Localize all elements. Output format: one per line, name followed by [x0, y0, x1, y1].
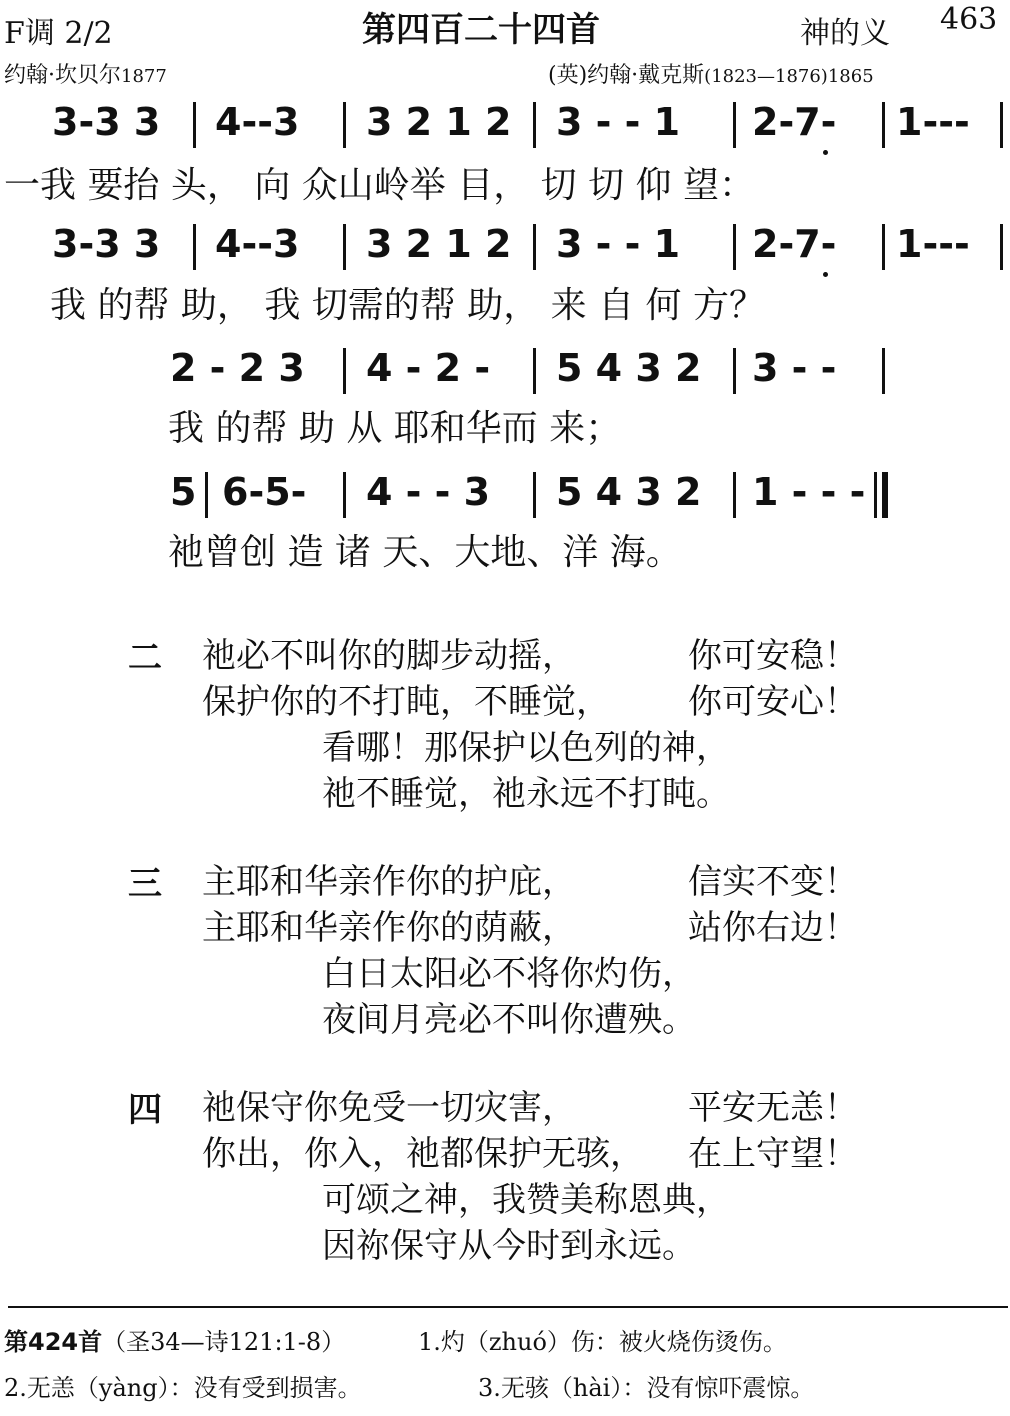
measure: 3 2 1 2 [366, 222, 512, 266]
verse-line: 可颂之神，我赞美称恩典， [322, 1180, 730, 1220]
barline [343, 224, 346, 270]
measure: 1--- [896, 222, 970, 266]
verse-line: 祂不睡觉，祂永远不打盹。 [322, 774, 730, 814]
verse-line: 祂保守你免受一切灾害， [202, 1088, 576, 1128]
barline [733, 348, 736, 394]
barline [343, 472, 346, 518]
lyrics-line-3: 我 的帮 助 从 耶和华而 来； [168, 408, 622, 449]
barline [205, 472, 208, 518]
footnote-2: 2.无恙（yàng）：没有受到损害。 [4, 1374, 362, 1402]
verse-line: 白日太阳必不将你灼伤， [322, 954, 696, 994]
measure: 3 - - 1 [556, 100, 681, 144]
verse-line: 夜间月亮必不叫你遭殃。 [322, 1000, 696, 1040]
footnote-row-1 [4, 1322, 345, 1357]
category-label: 神的义 [800, 16, 890, 51]
measure: 4 - 2 - [366, 346, 491, 390]
barline [733, 224, 736, 270]
measure: 4--3 [215, 100, 300, 144]
barline [1000, 224, 1003, 270]
barline [533, 348, 536, 394]
barline [1000, 102, 1003, 148]
barline [343, 102, 346, 148]
barline [882, 348, 885, 394]
barline [533, 224, 536, 270]
verse-refrain: 在上守望！ [688, 1134, 858, 1174]
author-name: (英)约翰·戴克斯 [548, 63, 705, 88]
verse-refrain: 信实不变！ [688, 862, 858, 902]
measure: 3 2 1 2 [366, 100, 512, 144]
verse-line: 保护你的不打盹，不睡觉， [202, 682, 610, 722]
barline [533, 102, 536, 148]
barline [882, 224, 885, 270]
measure: 4 - - 3 [366, 470, 491, 514]
verse-refrain: 你可安心！ [688, 682, 858, 722]
hymn-title: 第四百二十四首 [362, 10, 600, 50]
hymn-reference: 第424首 [4, 1328, 103, 1356]
measure: 2 - 2 3 [170, 346, 305, 390]
footnote-divider [8, 1306, 1008, 1308]
scripture-reference: （圣34—诗121:1-8） [102, 1328, 346, 1356]
measure: 1--- [896, 100, 970, 144]
barline [193, 224, 196, 270]
barline [733, 102, 736, 148]
translator-credit [4, 58, 167, 89]
verse-line: 主耶和华亲作你的荫蔽， [202, 908, 576, 948]
verse-line: 祂必不叫你的脚步动摇， [202, 636, 576, 676]
verse-line: 因祢保守从今时到永远。 [322, 1226, 696, 1266]
barline [882, 102, 885, 148]
measure: 3-3 3 [52, 222, 161, 266]
measure: 5 [170, 470, 197, 514]
measure: 4--3 [215, 222, 300, 266]
verse-line: 看哪！那保护以色列的神， [322, 728, 730, 768]
verse-number: 二 [128, 638, 162, 678]
verse-refrain: 你可安稳！ [688, 636, 858, 676]
verse-line: 主耶和华亲作你的护庇， [202, 862, 576, 902]
measure: 5 4 3 2 [556, 346, 702, 390]
translator-name: 约翰·坎贝尔 [4, 63, 121, 88]
low-octave-dot [823, 150, 828, 155]
verse-number: 三 [128, 864, 162, 904]
measure: 2-7- [752, 222, 837, 266]
barline [733, 472, 736, 518]
verse-refrain: 平安无恙！ [688, 1088, 858, 1128]
measure: 1 - - - [752, 470, 866, 514]
measure: 3 - - [752, 346, 837, 390]
author-dates: (1823—1876)1865 [704, 66, 874, 87]
measure: 3-3 3 [52, 100, 161, 144]
key-meter: F调 2/2 [4, 16, 113, 51]
verse-refrain: 站你右边！ [688, 908, 858, 948]
page-number: 463 [940, 2, 998, 37]
measure: 6-5- [222, 470, 307, 514]
verse-line: 你出，你入，祂都保护无骇， [202, 1134, 644, 1174]
measure: 5 4 3 2 [556, 470, 702, 514]
lyrics-line-4: 祂曾创 造 诸 天、大地、洋 海。 [168, 532, 682, 573]
measure: 3 - - 1 [556, 222, 681, 266]
barline [343, 348, 346, 394]
measure: 2-7- [752, 100, 837, 144]
author-credit [548, 58, 874, 89]
final-barline-thick [882, 472, 888, 518]
barline [193, 102, 196, 148]
lyrics-line-1: 一我 要抬 头， 向 众山岭举 目， 切 切 仰 望： [4, 165, 755, 206]
translator-year: 1877 [121, 66, 167, 87]
low-octave-dot [823, 272, 828, 277]
footnote-1: 1.灼（zhuó）伤：被火烧伤烫伤。 [418, 1328, 787, 1356]
lyrics-line-2: 我 的帮 助， 我 切需的帮 助， 来 自 何 方？ [50, 285, 765, 326]
footnote-3: 3.无骇（hài）：没有惊吓震惊。 [478, 1374, 815, 1402]
barline [533, 472, 536, 518]
final-barline-thin [874, 472, 877, 518]
verse-number: 四 [128, 1090, 162, 1130]
